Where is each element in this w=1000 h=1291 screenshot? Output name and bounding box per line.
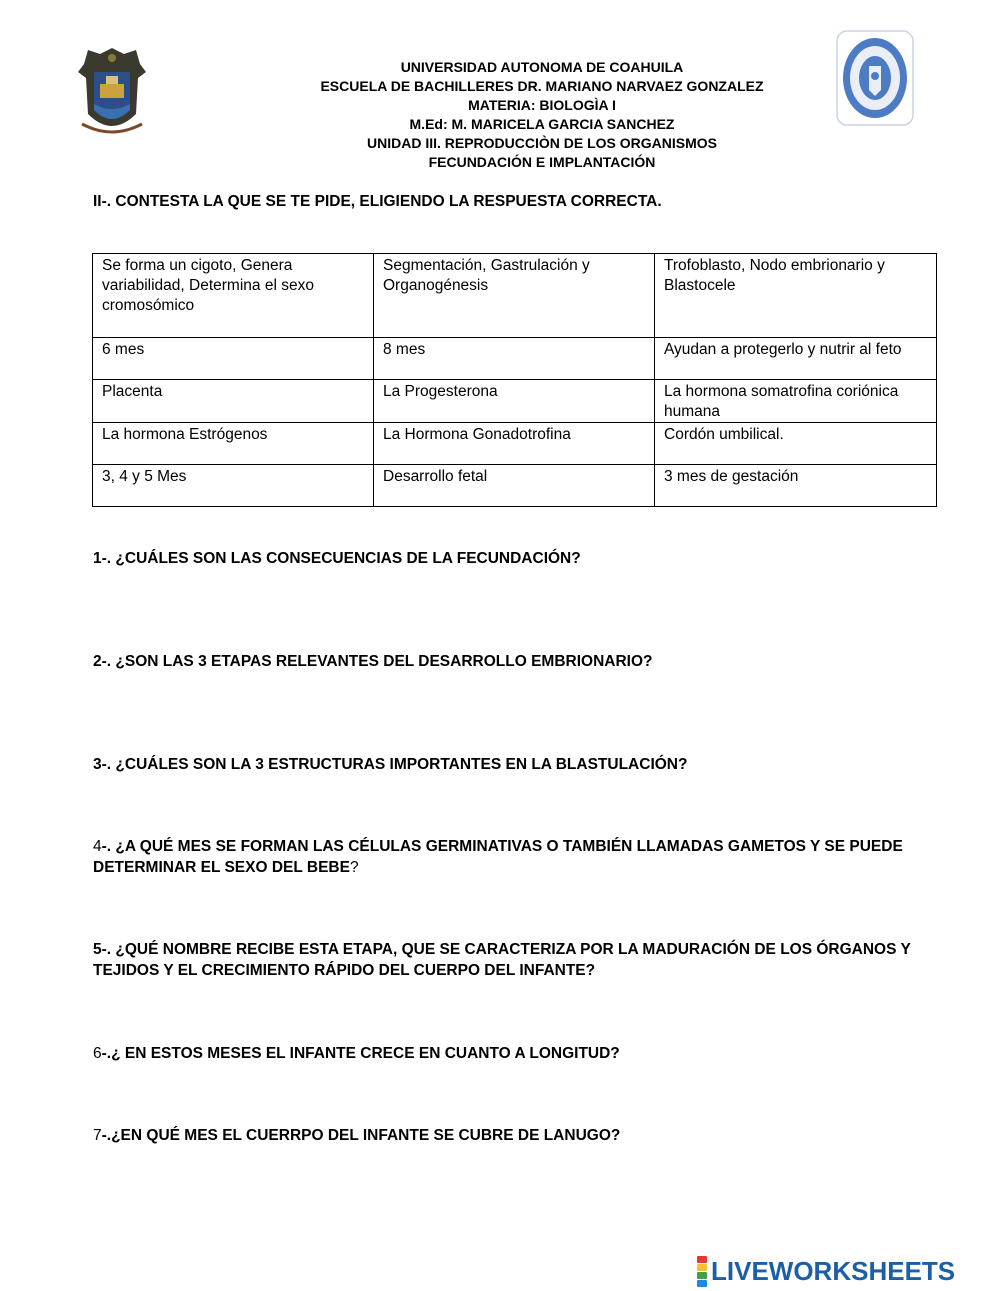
question-5 [93,939,943,981]
liveworksheets-brand [697,1256,955,1286]
teacher-line: M.Ed: M. MARICELA GARCIA SANCHEZ [409,116,675,132]
table-row [93,423,937,465]
table-cell: 6 mes [93,338,374,380]
university-name: UNIVERSIDAD AUTONOMA DE COAHUILA [400,59,684,75]
table-cell: Cordón umbilical. [655,423,937,465]
logo-block [697,1264,707,1271]
question-text: . ¿CUÁLES SON LAS CONSECUENCIAS DE LA FECUNDACIÓN? [106,550,581,567]
question-number: 4 [93,838,102,855]
question-number: 3- [93,756,107,773]
question-number: 6 [93,1045,102,1062]
table-cell: La Progesterona [374,380,655,423]
table-cell: Segmentación, Gastrulación y Organogénesis [374,254,655,338]
question-number: 1- [93,550,107,567]
table-cell: 3, 4 y 5 Mes [93,465,374,507]
unit-line: UNIDAD III. REPRODUCCIÒN DE LOS ORGANISMOS [366,135,718,151]
question-number: 5 [93,941,102,958]
table-cell: Se forma un cigoto, Genera variabilidad, Determina el sexo cromosómico [93,254,374,338]
question-number: 7 [93,1127,102,1144]
question-number: 2- [93,653,107,670]
instructions-heading: II-. CONTESTA LA QUE SE TE PIDE, ELIGIENDO LA RESPUESTA CORRECTA. [93,193,662,210]
university-crest-logo [76,44,148,140]
question-2 [93,651,943,672]
question-text: . ¿SON LAS 3 ETAPAS RELEVANTES DEL DESARROLLO EMBRIONARIO? [106,653,653,670]
question-text: -.¿EN QUÉ MES EL CUERRPO DEL INFANTE SE CUBRE DE LANUGO? [101,1127,621,1144]
table-cell: Desarrollo fetal [374,465,655,507]
subject-line: MATERIA: BIOLOGÌA I [468,97,616,113]
logo-block [697,1272,707,1279]
table-cell: Trofoblasto, Nodo embrionario y Blastocele [655,254,937,338]
answer-options-table [92,253,937,507]
question-3 [93,754,943,775]
table-cell: Ayudan a protegerlo y nutrir al feto [655,338,937,380]
liveworksheets-logo-icon [697,1256,707,1287]
table-cell: 8 mes [374,338,655,380]
table-row [93,465,937,507]
table-row [93,254,937,338]
topic-line: FECUNDACIÓN E IMPLANTACIÓN [428,154,656,170]
table-row [93,380,937,423]
logo-block [697,1256,707,1263]
question-7 [93,1125,943,1146]
liveworksheets-wordmark: LIVEWORKSHEETS [711,1255,956,1286]
school-name: ESCUELA DE BACHILLERES DR. MARIANO NARVAEZ GONZALEZ [320,78,764,94]
table-cell: Placenta [93,380,374,423]
table-row [93,338,937,380]
document-header [200,58,884,172]
question-text: . ¿CUÁLES SON LA 3 ESTRUCTURAS IMPORTANTES EN LA BLASTULACIÓN? [106,756,688,773]
question-6 [93,1043,943,1064]
question-text: -. ¿QUÉ NOMBRE RECIBE ESTA ETAPA, QUE SE CARACTERIZA POR LA MADURACIÓN DE LOS ÓRGANOS Y TEJIDOS Y EL CRECIMIENTO RÁPIDO DEL CUERPO DEL INFANTE? [93,941,911,979]
question-text: -.¿ EN ESTOS MESES EL INFANTE CRECE EN CUANTO A LONGITUD? [101,1045,620,1062]
question-1 [93,548,943,569]
table-cell: La Hormona Gonadotrofina [374,423,655,465]
table-cell: 3 mes de gestación [655,465,937,507]
question-text: -. ¿A QUÉ MES SE FORMAN LAS CÉLULAS GERMINATIVAS O TAMBIÉN LLAMADAS GAMETOS Y SE PUEDE DETERMINAR EL SEXO DEL BEBE [93,838,903,876]
question-mark: ? [349,859,359,876]
question-4 [93,836,943,878]
logo-block [697,1280,707,1287]
table-cell: La hormona Estrógenos [93,423,374,465]
table-cell: La hormona somatrofina coriónica humana [655,380,937,423]
